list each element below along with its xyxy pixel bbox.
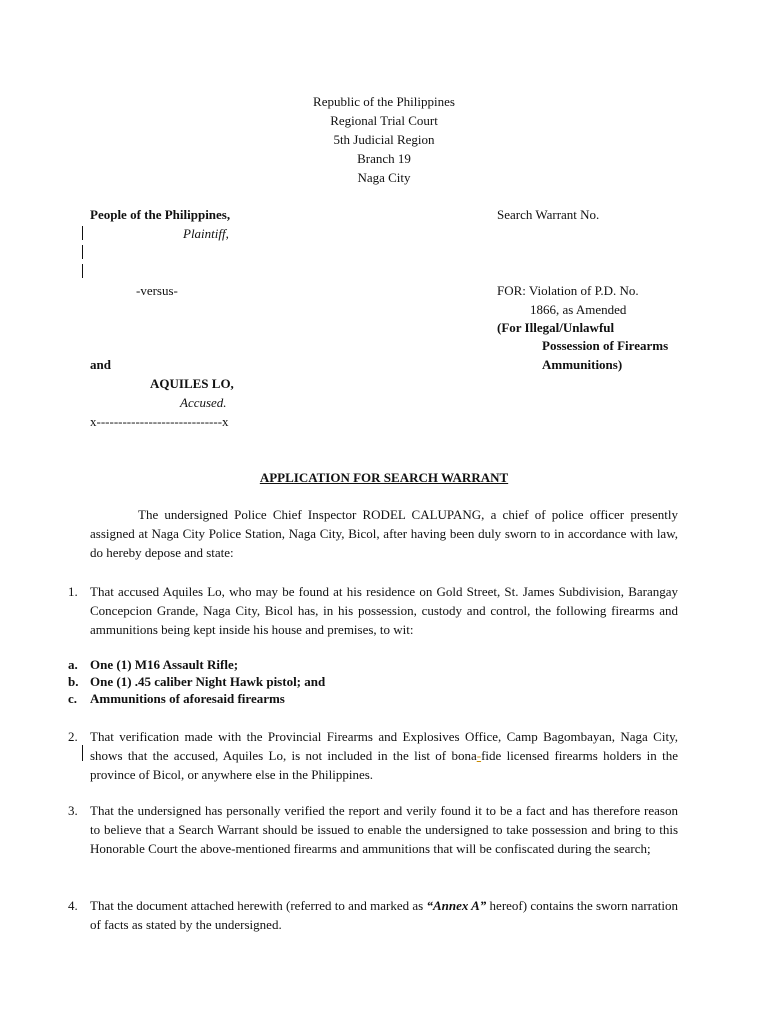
for-violation: FOR: Violation of P.D. No. (497, 283, 639, 298)
document-title: APPLICATION FOR SEARCH WARRANT (259, 470, 509, 485)
header-city: Naga City (357, 170, 411, 185)
item-2-text-part: That verification made with the Provincial Firearms and Explosives Office, Camp Bagombayan, Naga City, shows that the accused, Aquiles Lo, is not included in the list of bona (90, 729, 678, 763)
and-text: and (90, 357, 111, 372)
plaintiff-name: People of the Philippines, (90, 207, 231, 222)
for-amended: 1866, as Amended (530, 302, 627, 317)
caption-divider: x-----------------------------x (90, 414, 229, 429)
intro-paragraph: The undersigned Police Chief Inspector RODEL CALUPANG, a chief of police officer presently assigned at Naga City Police Station, Naga City, Bicol, after having been duly sworn to in accordance with law, do hereby depose and state: (90, 507, 678, 560)
sublist-label: c. (68, 691, 78, 706)
header-region: 5th Judicial Region (333, 132, 435, 147)
margin-bar (82, 245, 83, 259)
sublist-item: One (1) .45 caliber Night Hawk pistol; and (90, 674, 326, 689)
header-branch: Branch 19 (357, 151, 411, 166)
item-number: 2. (68, 729, 78, 744)
header-court: Regional Trial Court (330, 113, 438, 128)
search-warrant-no: Search Warrant No. (497, 207, 600, 222)
plaintiff-role: Plaintiff, (183, 226, 229, 241)
for-illegal: (For Illegal/Unlawful (497, 320, 615, 335)
margin-bar (82, 745, 83, 761)
item-number: 4. (68, 898, 78, 913)
item-4-text-part: hereof) contains the sworn narration of facts as stated by the undersigned. (90, 898, 678, 932)
header-republic: Republic of the Philippines (313, 94, 455, 109)
item-2-text (90, 727, 678, 784)
for-ammunitions: Ammunitions) (542, 357, 623, 372)
item-2-text-part: fide licensed firearms holders in the province of Bicol, or anywhere else in the Philippines. (90, 748, 678, 782)
sublist-label: a. (68, 657, 78, 672)
tracked-change-mark: - (476, 748, 482, 763)
margin-bar (82, 264, 83, 278)
item-1-text: That accused Aquiles Lo, who may be found at his residence on Gold Street, St. James Subdivision, Barangay Concepcion Grande, Naga City, Bicol has, in his possession, custody and control, the following firearms and ammunitions being kept inside his house and premises, to wit: (90, 584, 678, 637)
accused-role: Accused. (180, 395, 227, 410)
sublist-label: b. (68, 674, 79, 689)
for-possession: Possession of Firearms (542, 338, 669, 353)
accused-name: AQUILES LO, (150, 376, 234, 391)
sublist-item: One (1) M16 Assault Rifle; (90, 657, 239, 672)
item-4-text-part: That the document attached herewith (referred to and marked as (90, 898, 427, 913)
item-number: 3. (68, 803, 78, 818)
item-3-text: That the undersigned has personally verified the report and verily found it to be a fact and has therefore reason to believe that a Search Warrant should be issued to enable the undersigned to take possession and bring to this Honorable Court the above-mentioned firearms and ammunitions that will be confiscated during the search; (90, 803, 678, 856)
versus-text: -versus- (136, 283, 178, 298)
sublist-item: Ammunitions of aforesaid firearms (90, 691, 285, 706)
item-number: 1. (68, 584, 78, 599)
annex-reference: “Annex A” (426, 898, 487, 913)
margin-bar (82, 226, 83, 240)
item-4-text (90, 896, 678, 934)
